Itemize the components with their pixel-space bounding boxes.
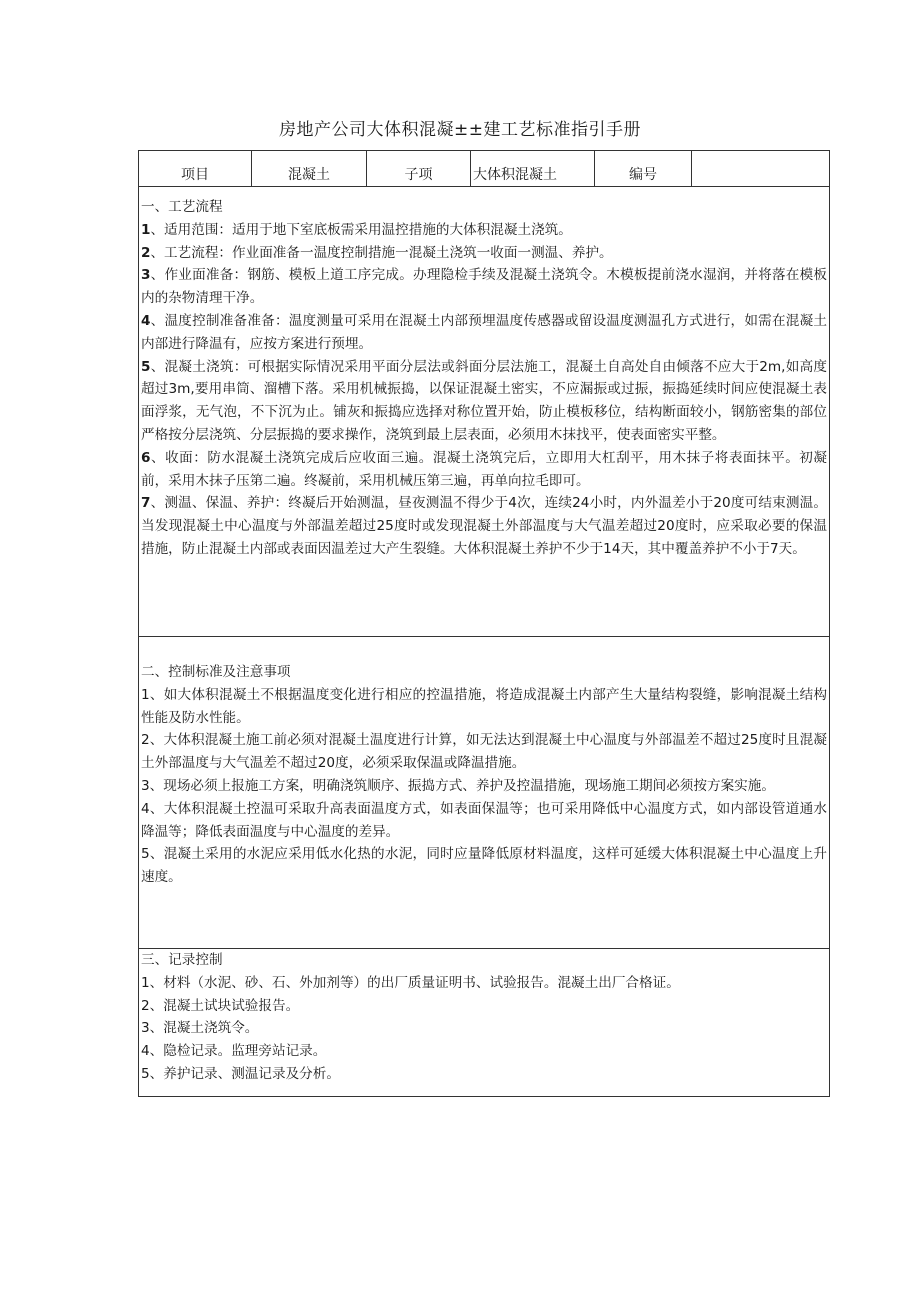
item-text: 、适用范围：适用于地下室底板需采用温控措施的大体积混凝土浇筑。 [150,221,572,238]
list-item: 5、混凝土采用的水泥应采用低水化热的水泥，同时应量降低原材料温度，这样可延缓大体积混凝土中心温度上升速度。 [141,846,827,886]
section-heading: 一、工艺流程 [141,199,223,215]
list-item [141,219,827,242]
list-item [141,264,827,310]
item-number: 7 [141,495,151,512]
section-record-control [139,949,829,1097]
list-item: 1、如大体积混凝土不根据温度变化进行相应的控温措施，将造成混凝土内部产生大量结构裂缝，影响混凝土结构性能及防水性能。 [141,686,827,726]
list-item: 5、养护记录、测温记录及分析。 [141,1065,340,1082]
item-number: 4 [141,312,151,329]
section-process [139,187,829,637]
item-text: 、工艺流程：作业面准备一温度控制措施一混凝土浇筑一收面一测温、养护。 [150,244,613,261]
value-no [691,151,829,186]
section-heading: 二、控制标准及注意事项 [141,664,291,680]
list-item: 4、大体积混凝土控温可采取升高表面温度方式，如表面保温等；也可采用降低中心温度方式，如内部设管道通水降温等；降低表面温度与中心温度的差异。 [141,800,827,840]
item-text: 、收面：防水混凝土浇筑完成后应收面三遍。混凝土浇筑完后，立即用大杠刮平，用木抹子将表面抹平。初凝前，采用木抹子压第二遍。终凝前，采用机械压第三遍，再单向拉毛即可。 [141,449,827,489]
item-number: 6 [141,449,151,466]
list-item: 3、混凝土浇筑令。 [141,1020,259,1037]
item-number: 1 [141,221,151,238]
list-item: 4、隐检记录。监理旁站记录。 [141,1043,327,1060]
list-item [141,242,827,265]
item-text: 、温度控制准备准备：温度测量可采用在混凝土内部预埋温度传感器或留设温度测温孔方式进行，如需在混凝土内部进行降温有，应按方案进行预埋。 [141,312,827,352]
list-item [141,356,827,447]
section-control-standards [139,637,829,949]
label-sub: 子项 [366,151,470,186]
document-title: 房地产公司大体积混凝±±建工艺标准指引手册 [279,120,641,140]
section-heading: 三、记录控制 [141,952,223,968]
list-item: 2、大体积混凝土施工前必须对混凝土温度进行计算，如无法达到混凝土中心温度与外部温差不超过25度时且混凝土外部温度与大气温差不超过20度，必须采取保温或降温措施。 [141,732,827,772]
value-item: 混凝土 [251,151,366,186]
list-item: 1、材料（水泥、砂、石、外加剂等）的出厂质量证明书、试验报告。混凝土出厂合格证。 [141,974,680,991]
item-number: 5 [141,358,151,375]
item-number: 2 [141,244,151,261]
item-text: 、混凝土浇筑：可根据实际情况采用平面分层法或斜面分层法施工，混凝土自高处自由倾落不应大于2m,如高度超过3m,要用串筒、溜槽下落。采用机械振捣，以保证混凝土密实，不应漏振或过振，振捣延续时间应使混凝土表面浮浆，无气泡，不下沉为止。铺灰和振捣应选择对称位置开始，防止模板移位，结构断面较小，钢筋密集的部位严格按分层浇筑、分层振捣的要求操作，浇筑到最上层表面，必须用木抹找平，使表面密实平整。 [141,358,827,443]
value-sub: 大体积混凝土 [470,151,594,186]
list-item [141,310,827,356]
label-item: 项目 [181,167,209,183]
list-item: 3、现场必须上报施工方案，明确浇筑顺序、振捣方式、养护及控温措施，现场施工期间必须按方案实施。 [141,777,775,794]
list-item [141,492,827,560]
label-no: 编号 [594,151,691,186]
item-text: 、作业面准备：钢筋、模板上道工序完成。办理隐检手续及混凝土浇筑令。木模板提前浇水湿润，并将落在模板内的杂物清理干净。 [141,267,827,307]
standard-table [138,150,830,1097]
spacer [141,637,827,659]
header-row [139,151,829,187]
item-text: 、测温、保温、养护：终凝后开始测温，昼夜测温不得少于4次，连续24小时，内外温差小于20度可结束测温。当发现混凝土中心温度与外部温差超过25度时或发现混凝土外部温度与大气温差超过20度时，应采取必要的保温措施，防止混凝土内部或表面因温差过大产生裂缝。大体积混凝土养护不少于14天，其中覆盖养护不小于7天。 [141,495,827,557]
item-number: 3 [141,267,151,284]
list-item [141,447,827,493]
list-item: 2、混凝土试块试验报告。 [141,997,300,1014]
